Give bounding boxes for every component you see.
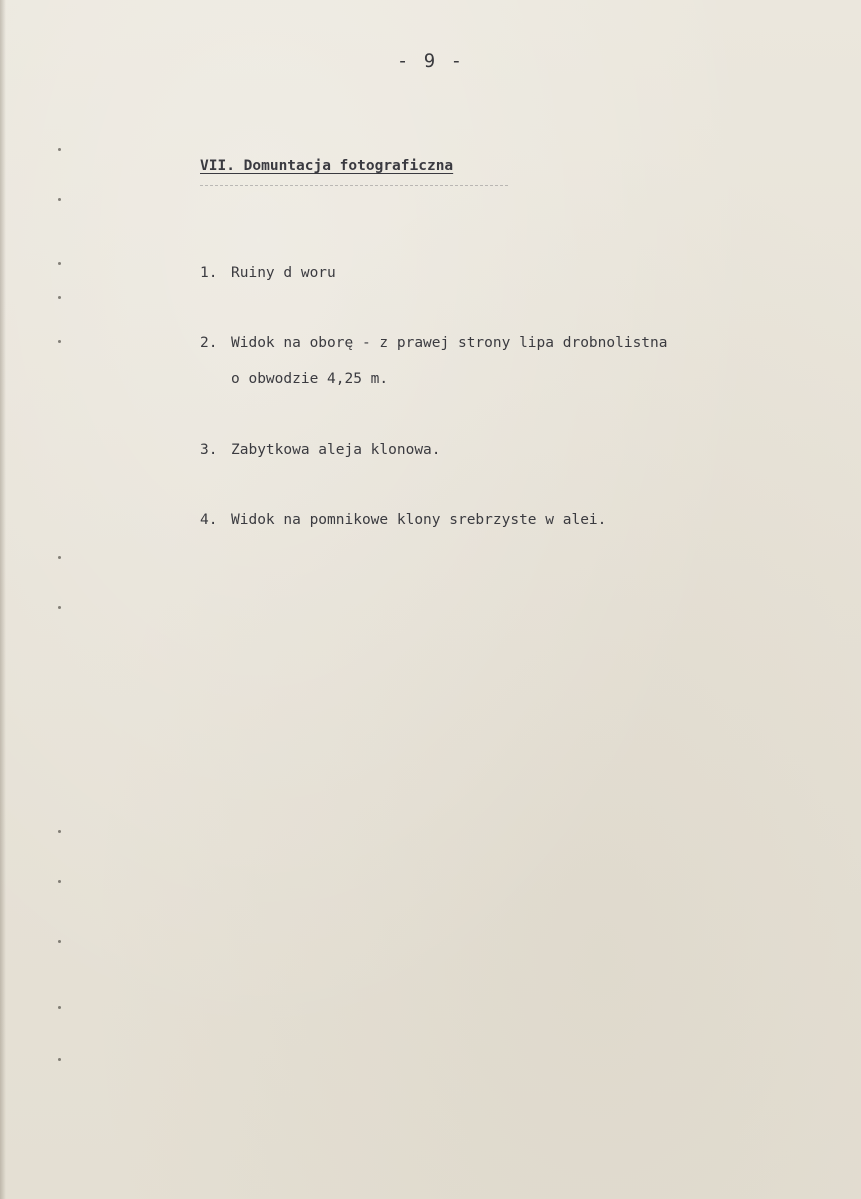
item-number: 4.: [200, 512, 218, 528]
item-number: 2.: [200, 335, 218, 351]
punch-mark: [58, 606, 61, 609]
item-text: Widok na oborę - z prawej strony lipa drobnolistna: [231, 335, 668, 351]
punch-mark: [58, 556, 61, 559]
punch-mark: [58, 340, 61, 343]
punch-mark: [58, 880, 61, 883]
item-number: 3.: [200, 442, 218, 458]
item-text-continuation: o obwodzie 4,25 m.: [231, 371, 389, 387]
item-text: Zabytkowa aleja klonowa.: [231, 442, 441, 458]
punch-mark: [58, 830, 61, 833]
punch-mark: [58, 198, 61, 201]
list-item: [200, 432, 441, 468]
heading-dashed-rule: [200, 185, 508, 186]
item-text: Widok na pomnikowe klony srebrzyste w alei.: [231, 512, 607, 528]
punch-mark: [58, 1006, 61, 1009]
section-heading: VII. Domuntacja fotograficzna: [200, 158, 454, 174]
punch-mark: [58, 940, 61, 943]
item-number: 1.: [200, 265, 218, 281]
list-item: [200, 325, 668, 397]
punch-mark: [58, 1058, 61, 1061]
punch-mark: [58, 262, 61, 265]
punch-mark: [58, 148, 61, 151]
page-number: - 9 -: [396, 50, 465, 72]
list-item: [200, 502, 606, 538]
page-edge-shadow: [0, 0, 6, 1199]
list-item: [200, 255, 336, 291]
punch-mark: [58, 296, 61, 299]
item-text: Ruiny d woru: [231, 265, 336, 281]
